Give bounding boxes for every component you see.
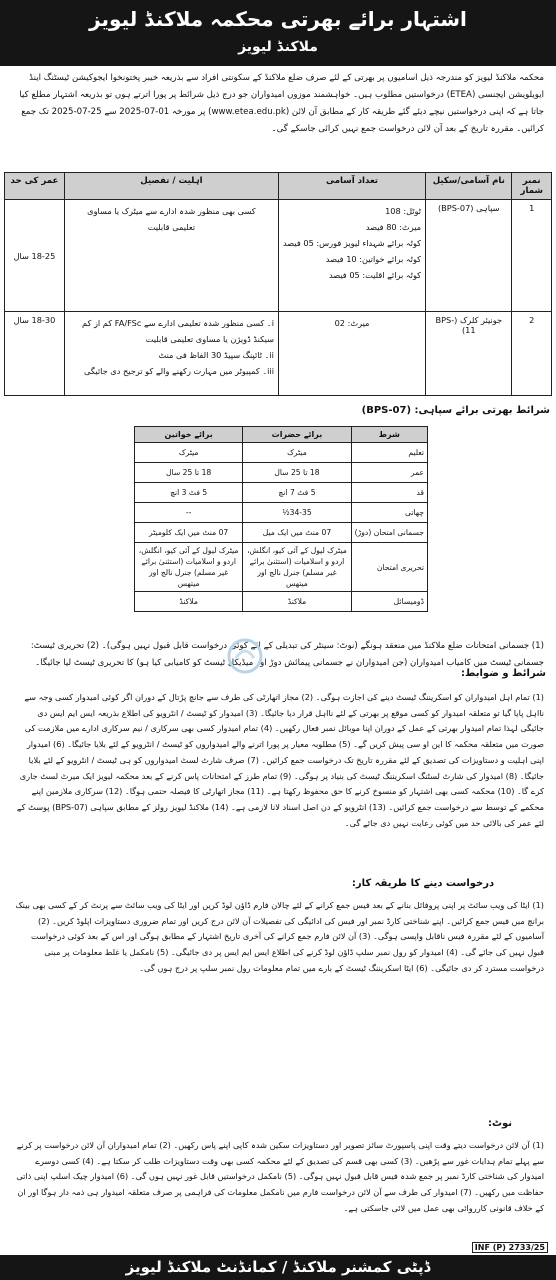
men-cell: ملاکنڈ <box>243 592 351 612</box>
conditions-table <box>134 426 428 612</box>
test-note-paragraph: (1) جسمانی امتحانات ضلع ملاکنڈ میں منعقد ہونگے (نوٹ: سینٹر کی تبدیلی کے لئے کوئی درخواست قابل قبول نہیں ہوگی)۔ (2) تحریری ٹیسٹ: جسمانی ٹیسٹ میں کامیاب امیدواران (جن امیدواران نے جسمانی پیمائش دوڑ اور میڈیکل ٹیسٹ کو کامیابی کیا ہو) کا تحریری ٹیسٹ لیا جائیگا۔ <box>30 641 544 668</box>
qualification-header: اہلیت / تفصیل <box>64 173 278 200</box>
intro-paragraph: محکمہ ملاکنڈ لیویز کو مندرجہ ذیل اسامیوں پر بھرتی کے لئے صرف ضلع ملاکنڈ کے سکونتی افراد سے بذریعہ خیبر پختونخوا ایجوکیشن ٹیسٹنگ اینڈ ایویلویشن ایجنسی (ETEA) درخواستیں مطلوب ہیں۔ خواہشمند موزوں امیدواران جو درج ذیل شرائط پر پورا اترتے ہوں تو بذریعہ اشتہار مطلع کیا جاتا ہے کہ اپنی درخواستیں نیچے دیئے گئے طریقہ کار کے مطابق آن لائن (www.etea.edu.pk) پر مورخہ 01-07-2025 سے 25-07-2025 تک جمع کرائیں۔ مقررہ تاریخ کے بعد آن لائن درخواست جمع نہیں کرائی جاسکے گی۔ <box>19 73 544 134</box>
rules-title: شرائط و ضوابط: <box>461 668 546 679</box>
count-line: کوٹہ برائے اقلیت: 05 فیصد <box>328 270 422 280</box>
count-line: میرٹ: 02 <box>334 318 370 328</box>
count-line: کوٹہ برائے شہداء لیویز فورس: 05 فیصد <box>282 238 422 248</box>
women-cell: -- <box>135 503 243 523</box>
serial-header: نمبر شمار <box>512 173 552 200</box>
age-header: عمر کی حد <box>5 173 65 200</box>
condition-cell: ڈومیسائل <box>351 592 427 612</box>
qualification-cell <box>64 200 278 312</box>
men-cell: 07 منٹ میں ایک میل <box>243 523 351 543</box>
count-line: میرٹ: 80 فیصد <box>365 222 422 232</box>
table-row <box>135 463 428 483</box>
qualification-line: کسی بھی منظور شدہ ادارے سے میٹرک یا مساوی <box>87 206 256 216</box>
table-row <box>135 543 428 592</box>
condition-cell: جسمانی امتحان (دوڑ) <box>351 523 427 543</box>
women-cell: ملاکنڈ <box>135 592 243 612</box>
count-cell <box>278 200 425 312</box>
men-cell: 18 تا 25 سال <box>243 463 351 483</box>
reference-number: INF (P) 2733/25 <box>472 1242 548 1253</box>
notes-title: نوٹ: <box>487 1118 513 1129</box>
qualification-line: i۔ کسی منظور شدہ تعلیمی ادارے سے FA/FSc کم از کم <box>82 318 274 328</box>
apply-title: درخواست دینے کا طریقہ کار: <box>351 878 495 889</box>
post-cell: سپاہی (BPS-07) <box>426 200 512 312</box>
signature-footer: ڈپٹی کمشنر ملاکنڈ / کمانڈنٹ ملاکنڈ لیویز <box>0 1255 556 1280</box>
age-cell: 18-25 سال <box>5 200 65 312</box>
count-cell <box>278 312 425 396</box>
count-header: تعداد آسامی <box>278 173 425 200</box>
women-cell: میٹرک <box>135 443 243 463</box>
condition-header: شرط <box>351 427 427 443</box>
watermark-logo-icon <box>222 636 268 676</box>
post-header: نام آسامی/سکیل <box>426 173 512 200</box>
table-row <box>135 503 428 523</box>
men-cell: میٹرک <box>243 443 351 463</box>
serial-cell: 2 <box>512 312 552 396</box>
condition-cell: تحریری امتحان <box>351 543 427 592</box>
qualification-line: ii۔ ٹائپنگ سپیڈ 30 الفاظ فی منٹ <box>158 350 274 360</box>
count-line: کوٹہ برائے خواتین: 10 فیصد <box>325 254 422 264</box>
men-cell: 34-35½ <box>243 503 351 523</box>
women-cell: 5 فٹ 3 انچ <box>135 483 243 503</box>
men-header: برائے حضرات <box>243 427 351 443</box>
qualification-line: iii۔ کمپیوٹر میں مہارت رکھنے والے کو ترجیح دی جائیگی <box>84 366 274 376</box>
posts-table <box>4 172 552 396</box>
condition-cell: قد <box>351 483 427 503</box>
posts-header-row <box>5 173 552 200</box>
serial-cell: 1 <box>512 200 552 312</box>
condition-cell: چھاتی <box>351 503 427 523</box>
table-row <box>5 200 552 312</box>
rules-paragraph: (1) تمام اہل امیدواران کو اسکریننگ ٹیسٹ دینے کی اجازت ہوگی۔ (2) مجاز اتھارٹی کی طرف سے جانچ پڑتال کے دوران اگر کوئی امیدوار کسی وجہ سے نااہل پایا گیا تو متعلقہ امیدوار کو کسی موقع پر بھرتی کے لئے نااہل قرار دیا جائیگا۔ (3) امیدوار کو ٹیسٹ / انٹرویو کی اطلاع بذریعہ ایس ایم ایس دی جائیگی لہذا تمام امیدوار بھرتی کے عمل کے دوران اپنا موبائل نمبر فعال رکھیں۔ (4) تمام امیدوار کسی بھی سرکاری / نیم سرکاری ادارے میں ملازمت کی صورت میں متعلقہ محکمہ کا این او سی پیش کریں گے۔ (5) مطلوبہ معیار پر پورا اترنے والے امیدواروں کو ٹیسٹ / انٹرویو کے لئے بلایا جائیگا۔ (6) امیدوار اپنی اہلیت و دستاویزات کی تصدیق کے لئے مقررہ تاریخ تک درخواست جمع کرائیں۔ (7) صرف شارٹ لسٹ امیدواروں کو ہی ٹیسٹ / انٹرویو کے لئے بلایا جائیگا۔ (8) امیدوار کی شارٹ لسٹنگ اسکریننگ ٹیسٹ کی بنیاد پر ہوگی۔ (9) تمام طرز کے امتحانات پاس کرنے کے بعد محکمہ لیویز ایک میرٹ لسٹ جاری کرے گا۔ (10) محکمہ کسی بھی اشتہار کو منسوخ کرنے کا حق محفوظ رکھتا ہے۔ (11) مجاز اتھارٹی کا فیصلہ حتمی ہوگا۔ (12) سرکاری ملازمین اپنے محکمے کے توسط سے درخواست جمع کرائیں۔ (13) انٹرویو کے دن اصل اسناد لانا لازمی ہے۔ (14) ملاکنڈ لیویز رولز کے مطابق سپاہی (BPS-07) پوسٹ کے لئے عمر کی بالائی حد میں کوئی رعایت نہیں دی جائے گی۔ <box>16 692 544 828</box>
women-cell: 07 منٹ میں ایک کلومیٹر <box>135 523 243 543</box>
page-title: اشتہار برائے بھرتی محکمہ ملاکنڈ لیویز <box>89 7 467 31</box>
women-cell: 18 تا 25 سال <box>135 463 243 483</box>
apply-paragraph: (1) ایٹا کی ویب سائٹ پر اپنی پروفائل بنانے کے بعد فیس جمع کرانے کے لئے چالان فارم ڈاؤن لوڈ کریں اور ایٹا کی ویب سائٹ سے پرنٹ کر کے کسی بھی بینک برانچ میں فیس جمع کرائیں۔ اپنے شناختی کارڈ نمبر اور فیس کی ادائیگی کی تفصیلات آن لائن درج کریں اور تمام ضروری دستاویزات اپلوڈ کریں۔ (2) آسامیوں کے لئے مقررہ فیس ناقابل واپسی ہوگی۔ (3) آن لائن فارم جمع کرانے کی آخری تاریخ اشتہار کے مطابق ہوگی اور اس کے بعد کوئی درخواست قبول نہیں کی جائے گی۔ (4) امیدوار کو رول نمبر سلپ ڈاؤن لوڈ کرنے کی اطلاع ایس ایم ایس پر دی جائیگی۔ (5) نامکمل یا غلط معلومات پر مبنی درخواست مسترد کر دی جائیگی۔ (6) ایٹا اسکریننگ ٹیسٹ کے بارے میں تمام معلومات رول نمبر سلپ پر درج ہوں گی۔ <box>15 900 544 973</box>
condition-cell: عمر <box>351 463 427 483</box>
conditions-title: شرائط بھرتی برائے سپاہی: (BPS-07) <box>361 405 550 416</box>
page-subtitle: ملاکنڈ لیویز <box>238 39 318 55</box>
title-banner <box>0 0 556 66</box>
table-row <box>135 592 428 612</box>
post-cell: جونیئر کلرک (BPS-11) <box>426 312 512 396</box>
men-cell: میٹرک لیول کے آئی کیو، انگلش، اردو و اسلامیات (استثنیٰ برائے غیر مسلم) جنرل نالج اور میتھس <box>243 543 351 592</box>
age-cell: 18-30 سال <box>5 312 65 396</box>
notes-paragraph: (1) آن لائن درخواست دیتے وقت اپنی پاسپورٹ سائز تصویر اور دستاویزات سکین شدہ کاپی اپنے پاس رکھیں۔ (2) تمام امیدواران آن لائن درخواست پر کرنے سے پہلے تمام ہدایات غور سے پڑھیں۔ (3) کسی بھی قسم کی تصدیق کے لئے محکمہ کسی بھی وقت دستاویزات طلب کر سکتا ہے۔ (4) کسی دوسرے امیدوار کی شناختی کارڈ نمبر پر جمع شدہ فیس قابل قبول نہیں ہوگی۔ (5) نامکمل درخواستیں قابل غور نہیں ہوں گی۔ (6) امیدوار چیک اسلپ اپنی ذاتی حفاظت میں رکھیں۔ (7) امیدوار کی طرف سے آن لائن درخواست فارم میں نامکمل معلومات کی فراہمی پر صرف متعلقہ امیدوار ہی ذمہ دار ہوگا اور ان کے خلاف قانونی کارروائی بھی عمل میں لائی جاسکتی ہے۔ <box>16 1140 544 1213</box>
table-row <box>135 523 428 543</box>
condition-cell: تعلیم <box>351 443 427 463</box>
men-cell: 5 فٹ 7 انچ <box>243 483 351 503</box>
women-cell: میٹرک لیول کے آئی کیو، انگلش، اردو و اسلامیات (استثنیٰ برائے غیر مسلم) جنرل نالج اور میتھس <box>135 543 243 592</box>
qualification-cell <box>64 312 278 396</box>
qualification-line: تعلیمی قابلیت <box>147 222 196 232</box>
table-row <box>135 443 428 463</box>
count-line: ٹوٹل: 108 <box>385 206 422 216</box>
table-row <box>135 483 428 503</box>
table-row <box>5 312 552 396</box>
conditions-header-row <box>135 427 428 443</box>
women-header: برائے خواتین <box>135 427 243 443</box>
qualification-line: سیکنڈ ڈویژن یا مساوی تعلیمی قابلیت <box>145 334 274 344</box>
